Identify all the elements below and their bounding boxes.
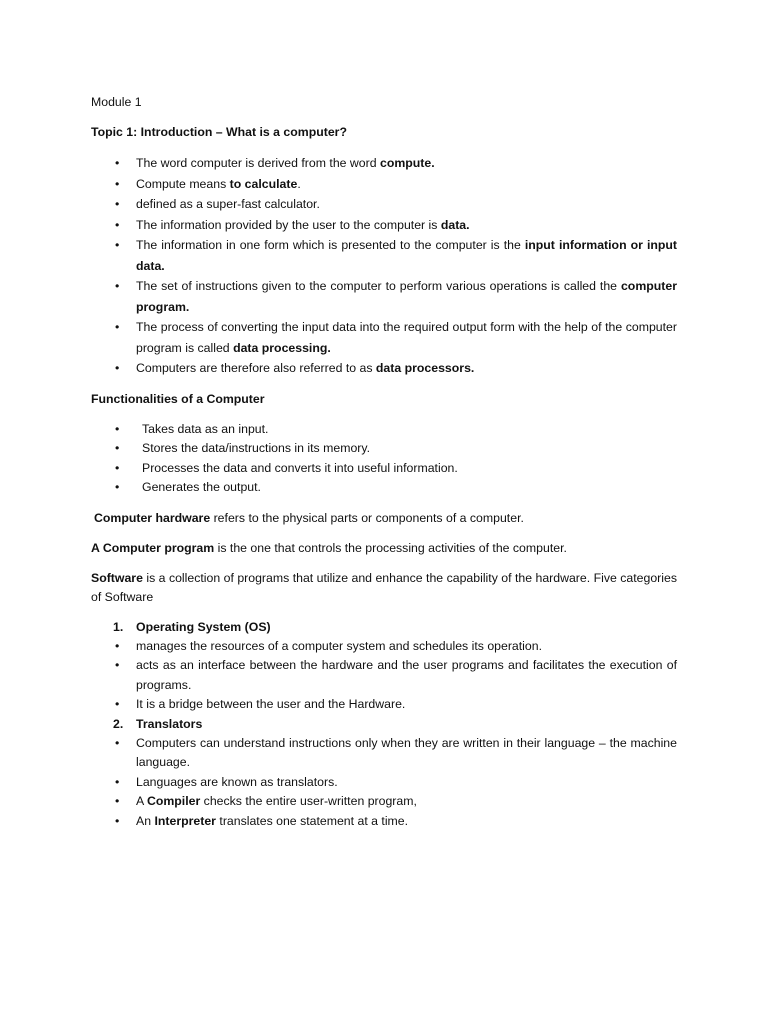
bullet-icon: • bbox=[115, 361, 120, 375]
bullet-icon: • bbox=[115, 176, 120, 191]
functionalities-list bbox=[91, 420, 677, 498]
bullet-icon: • bbox=[115, 460, 120, 475]
bullet-icon: • bbox=[115, 774, 120, 789]
software-categories bbox=[91, 618, 677, 831]
bullet-icon: • bbox=[115, 238, 120, 252]
functionalities-heading: Functionalities of a Computer bbox=[91, 391, 265, 406]
hardware-paragraph: Computer hardware refers to the physical parts or components of a computer. bbox=[94, 510, 524, 525]
list-item: • Languages are known as translators. bbox=[91, 773, 677, 792]
bullet-icon: • bbox=[115, 658, 120, 673]
topic-title: Topic 1: Introduction – What is a computer? bbox=[91, 125, 347, 139]
bullet-icon: • bbox=[115, 279, 120, 293]
bullet-icon: • bbox=[115, 697, 120, 712]
list-item: • The set of instructions given to the computer to perform various operations is called the computer program. bbox=[91, 276, 677, 317]
bullet-icon: • bbox=[115, 638, 120, 653]
list-item: • The information in one form which is presented to the computer is the input information or input data. bbox=[91, 235, 677, 276]
list-item: • The process of converting the input data into the required output form with the help of the computer program is called data processing. bbox=[91, 317, 677, 358]
category-heading: 1. Operating System (OS) bbox=[113, 619, 271, 634]
bullet-icon: • bbox=[115, 197, 120, 211]
bullet-icon: • bbox=[115, 156, 120, 170]
list-item: • It is a bridge between the user and the Hardware. bbox=[91, 695, 677, 714]
category-bullet-list bbox=[91, 734, 677, 831]
bullet-icon: • bbox=[115, 813, 120, 828]
software-paragraph: Software is a collection of programs that utilize and enhance the capability of the hardware. Five categories of Software bbox=[91, 570, 677, 604]
document-content bbox=[91, 93, 677, 831]
list-item: • The word computer is derived from the word compute. bbox=[91, 153, 677, 174]
category-bullet-list bbox=[91, 637, 677, 715]
list-item: • Computers can understand instructions only when they are written in their language – the machine language. bbox=[115, 735, 677, 770]
list-item: • A Compiler checks the entire user-written program, bbox=[91, 792, 677, 811]
list-item: • Stores the data/instructions in its memory. bbox=[91, 439, 677, 459]
list-item: • defined as a super-fast calculator. bbox=[91, 194, 677, 215]
list-item: • Compute means to calculate. bbox=[91, 174, 677, 195]
list-item: • Generates the output. bbox=[91, 478, 677, 498]
bullet-icon: • bbox=[115, 320, 120, 334]
list-item: • acts as an interface between the hardware and the user programs and facilitates the execution of programs. bbox=[115, 658, 677, 692]
list-item: • Computers are therefore also referred to as data processors. bbox=[91, 358, 677, 379]
list-item: • manages the resources of a computer system and schedules its operation. bbox=[91, 637, 677, 656]
category-heading: 2. Translators bbox=[113, 716, 203, 731]
bullet-icon: • bbox=[115, 421, 120, 436]
bullet-icon: • bbox=[115, 480, 120, 494]
bullet-icon: • bbox=[115, 735, 120, 750]
bullet-icon: • bbox=[115, 441, 120, 455]
module-label: Module 1 bbox=[91, 95, 142, 109]
program-paragraph: A Computer program is the one that controls the processing activities of the computer. bbox=[91, 540, 567, 555]
list-item: • The information provided by the user to the computer is data. bbox=[91, 215, 677, 236]
bullet-icon: • bbox=[115, 794, 120, 809]
list-item: • Takes data as an input. bbox=[91, 420, 677, 440]
list-item: • An Interpreter translates one statement at a time. bbox=[91, 812, 677, 831]
intro-bullet-list bbox=[91, 153, 677, 379]
bullet-icon: • bbox=[115, 217, 120, 232]
list-item: • Processes the data and converts it into useful information. bbox=[91, 459, 677, 479]
